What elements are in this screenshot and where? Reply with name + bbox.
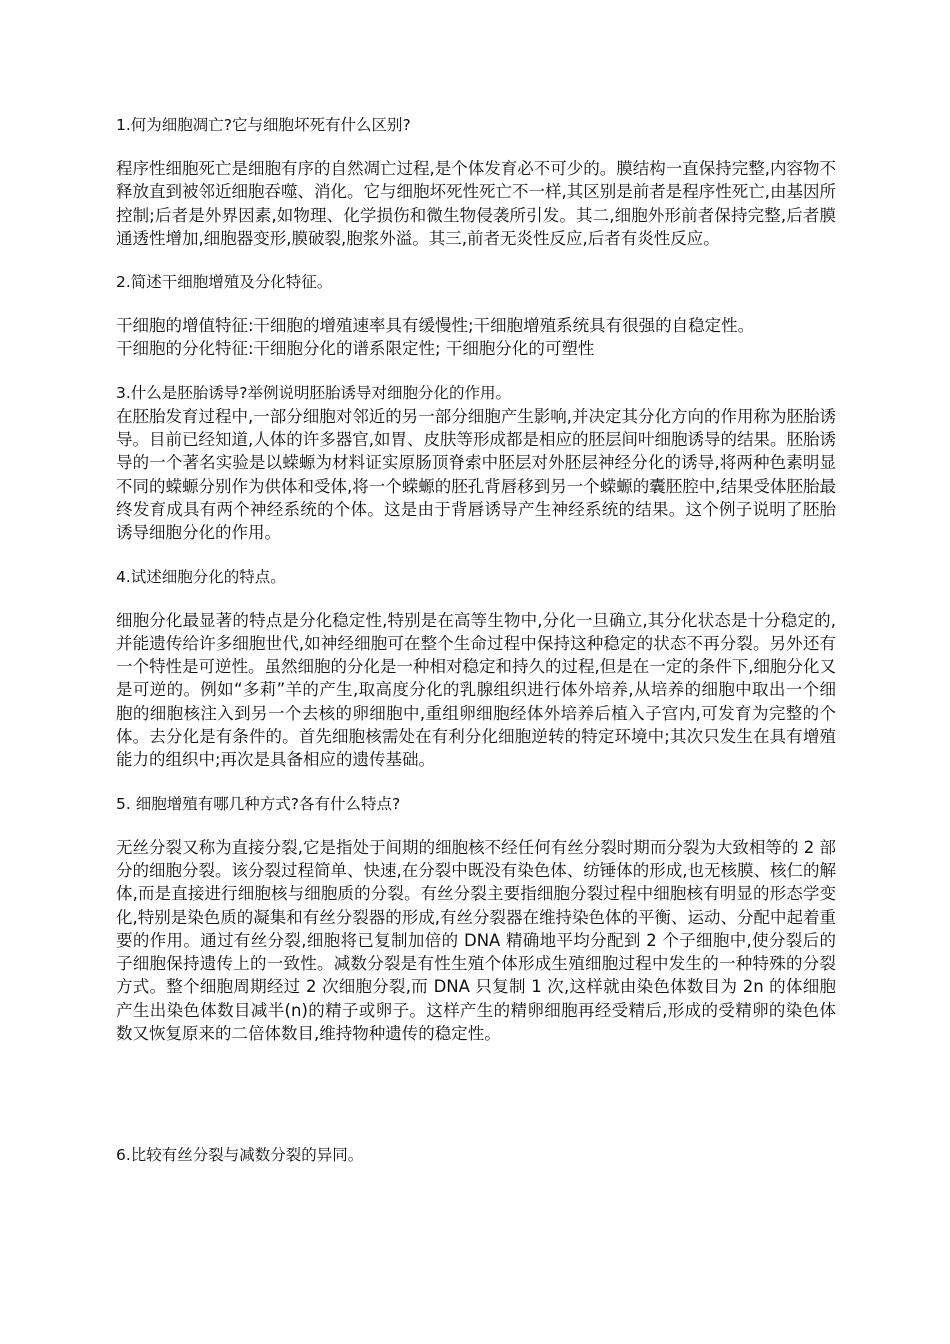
spacer bbox=[116, 545, 836, 565]
question-6: 6.比较有丝分裂与减数分裂的异同。 bbox=[116, 1146, 364, 1165]
spacer bbox=[116, 250, 836, 270]
question-4: 4.试述细胞分化的特点。 bbox=[116, 567, 286, 586]
answer-1: 程序性细胞死亡是细胞有序的自然凋亡过程,是个体发育必不可少的。膜结构一直保持完整,内容物不释放直到被邻近细胞吞噬、消化。它与细胞坏死性死亡不一样,其区别是前者是程序性死亡,由基因所控制;后者是外界因素,如物理、化学损伤和微生物侵袭所引发。其二,细胞外形前者保持完整,后者膜通透性增加,细胞器变形,膜破裂,胞浆外溢。其三,前者无炎性反应,后者有炎性反应。 bbox=[116, 159, 836, 248]
document-body bbox=[116, 113, 836, 1167]
spacer bbox=[116, 589, 836, 609]
question-5: 5. 细胞增殖有哪几种方式?各有什么特点? bbox=[116, 794, 401, 813]
question-1: 1.何为细胞凋亡?它与细胞坏死有什么区别? bbox=[116, 116, 411, 134]
answer-2-line-2: 干细胞的分化特征:干细胞分化的谱系限定性; 干细胞分化的可塑性 bbox=[116, 339, 595, 359]
spacer bbox=[116, 772, 836, 792]
question-3: 3.什么是胚胎诱导?举例说明胚胎诱导对细胞分化的作用。 bbox=[116, 383, 512, 402]
spacer bbox=[116, 816, 836, 836]
answer-5: 无丝分裂又称为直接分裂,它是指处于间期的细胞核不经任何有丝分裂时期而分裂为大致相等的 2 部分的细胞分裂。该分裂过程简单、快速,在分裂中既没有染色体、纺锤体的形成,也无核膜、核仁的解体,而是直接进行细胞核与细胞质的分裂。有丝分裂主要指细胞分裂过程中细胞核有明显的形态学变化,特别是染色质的凝集和有丝分裂器的形成,有丝分裂器在维持染色体的平衡、运动、分配中起着重要的作用。通过有丝分裂,细胞将已复制加倍的 DNA 精确地平均分配到 2 个子细胞中,使分裂后的子细胞保持遗传上的一致性。减数分裂是有性生殖个体形成生殖细胞过程中发生的一种特殊的分裂方式。整个细胞周期经过 2 次细胞分裂,而 DNA 只复制 1 次,这样就由染色体数目为 2n 的体细胞产生出染色体数目减半(n)的精子或卵子。这样产生的精卵细胞再经受精后,形成的受精卵的染色体数又恢复原来的二倍体数目,维持物种遗传的稳定性。 bbox=[116, 837, 836, 1044]
spacer bbox=[116, 361, 836, 381]
answer-3: 在胚胎发育过程中,一部分细胞对邻近的另一部分细胞产生影响,并决定其分化方向的作用称为胚胎诱导。目前已经知道,人体的许多器官,如胃、皮肤等形成都是相应的胚层间叶细胞诱导的结果。胚胎诱导的一个著名实验是以蝾螈为材料证实原肠顶脊索中胚层对外胚层神经分化的诱导,将两种色素明显不同的蝾螈分别作为供体和受体,将一个蝾螈的胚孔背唇移到另一个蝾螈的囊胚腔中,结果受体胚胎最终发育成具有两个神经系统的个体。这是由于背唇诱导产生神经系统的结果。这个例子说明了胚胎诱导细胞分化的作用。 bbox=[116, 406, 836, 543]
spacer bbox=[116, 1045, 836, 1143]
question-2: 2.简述干细胞增殖及分化特征。 bbox=[116, 273, 333, 292]
answer-4: 细胞分化最显著的特点是分化稳定性,特别是在高等生物中,分化一旦确立,其分化状态是十分稳定的,并能遗传给许多细胞世代,如神经细胞可在整个生命过程中保持这种稳定的状态不再分裂。另外还有一个特性是可逆性。虽然细胞的分化是一种相对稳定和持久的过程,但是在一定的条件下,细胞分化又是可逆的。例如“多莉”羊的产生,取高度分化的乳腺组织进行体外培养,从培养的细胞中取出一个细胞的细胞核注入到另一个去核的卵细胞中,重组卵细胞经体外培养后植入子宫内,可发育为完整的个体。去分化是有条件的。首先细胞核需处在有利分化细胞逆转的特定环境中;其次只发生在具有增殖能力的组织中;再次是具备相应的遗传基础。 bbox=[116, 610, 836, 770]
spacer bbox=[116, 137, 836, 157]
answer-2-line-1: 干细胞的增值特征:干细胞的增殖速率具有缓慢性;干细胞增殖系统具有很强的自稳定性。 bbox=[116, 316, 755, 336]
spacer bbox=[116, 294, 836, 314]
